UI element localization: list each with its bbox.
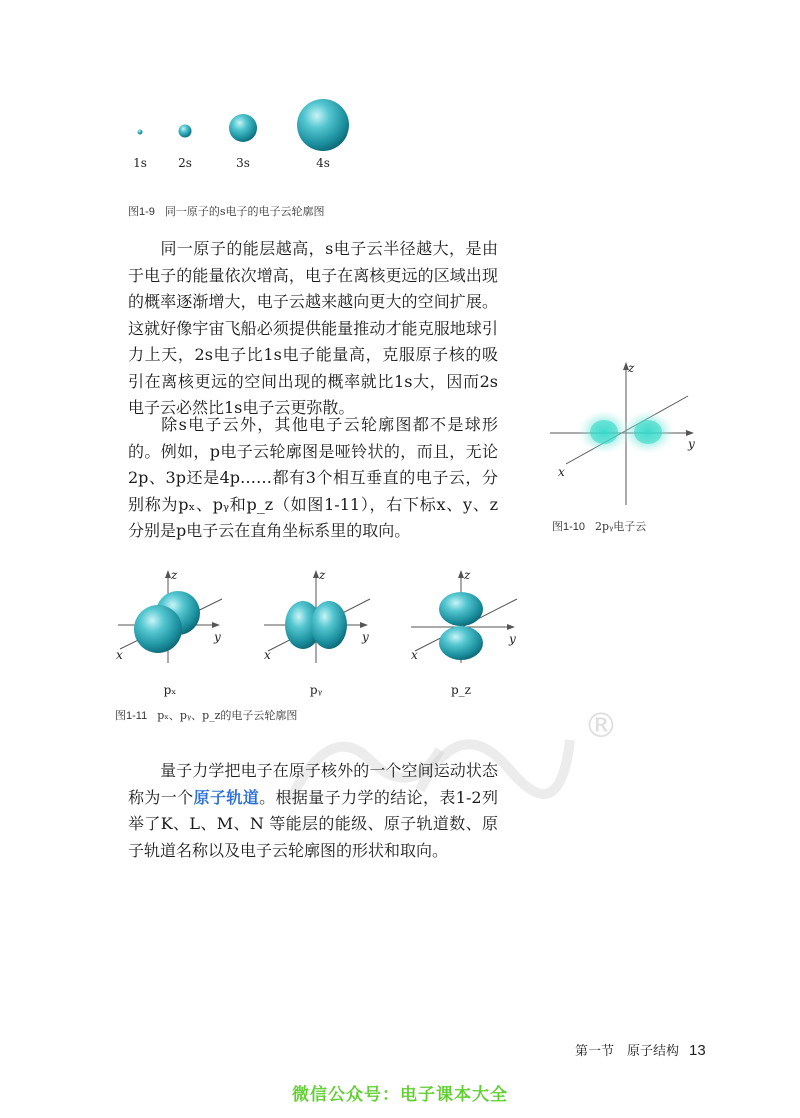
axis-x-label: x bbox=[116, 648, 123, 662]
label-3s: 3s bbox=[236, 156, 250, 170]
label-1s: 1s bbox=[133, 156, 147, 170]
axis-z-label: z bbox=[628, 361, 635, 375]
axis-y-label: y bbox=[362, 630, 369, 644]
page-number: 13 bbox=[689, 1042, 706, 1059]
sphere-2s bbox=[179, 125, 192, 138]
figure-1-9 bbox=[120, 95, 380, 185]
axis-z-label: z bbox=[319, 568, 326, 582]
paragraph-1 bbox=[128, 236, 498, 422]
caption-number: 图1-10 bbox=[552, 521, 586, 533]
paragraph-2 bbox=[128, 412, 498, 545]
sphere-3s bbox=[229, 114, 257, 142]
paragraph-3-pre: 量子力学把电子在原子核外的一个空间运动状态称为一个 bbox=[128, 761, 498, 807]
wechat-banner: 微信公众号：电子课本大全 bbox=[292, 1085, 508, 1105]
py-orbital-diagram bbox=[258, 565, 378, 665]
paragraph-3-post: 。根据量子力学的结论，表1-2列举了K、L、M、N 等能层的能级、原子轨道数、原子轨道名称以及电子云轮廓图的形状和取向。 bbox=[128, 787, 498, 860]
caption-number: 图1-9 bbox=[128, 206, 155, 218]
axis-y-label: y bbox=[214, 630, 221, 644]
axis-y-label: y bbox=[509, 632, 516, 646]
s-orbital-spheres bbox=[120, 95, 380, 155]
figure-1-11-py bbox=[258, 565, 378, 665]
axis-z-label: z bbox=[464, 568, 471, 582]
paragraph-1-text: 同一原子的能层越高，s电子云半径越大，是由于电子的能量依次增高，电子在离核更远的区域出现的概率逐渐增大，电子云越来越向更大的空间扩展。这就好像宇宙飞船必须提供能量推动才能克服地球引力上天，2s电子比1s电子能量高，克服原子核的吸引在离核更远的空间出现的概率就比1s大，因而2s电子云必然比1s电子云更弥散。 bbox=[128, 239, 498, 417]
caption-text: 同一原子的s电子的电子云轮廓图 bbox=[164, 205, 325, 218]
page-footer bbox=[575, 1040, 706, 1059]
sphere-4s bbox=[297, 99, 349, 151]
figure-1-11-caption bbox=[115, 707, 297, 723]
axis-x-label: x bbox=[411, 648, 418, 662]
figure-1-11-px bbox=[110, 565, 230, 665]
footer-section: 第一节 原子结构 bbox=[575, 1043, 680, 1058]
figure-1-9-caption bbox=[128, 203, 325, 219]
label-py: pᵧ bbox=[309, 683, 323, 697]
label-px: pₓ bbox=[163, 683, 177, 697]
label-4s: 4s bbox=[316, 156, 330, 170]
figure-1-10 bbox=[548, 360, 708, 510]
paragraph-3 bbox=[128, 758, 498, 864]
axis-z-label: z bbox=[171, 568, 178, 582]
px-orbital-diagram bbox=[110, 565, 230, 665]
axis-x-label: x bbox=[558, 465, 565, 479]
caption-text: pₓ、pᵧ、p_z的电子云轮廓图 bbox=[157, 709, 298, 722]
key-term-atomic-orbital: 原子轨道 bbox=[193, 787, 260, 807]
label-2s: 2s bbox=[178, 156, 192, 170]
pz-orbital-diagram bbox=[405, 565, 525, 665]
label-pz: p_z bbox=[450, 683, 471, 697]
caption-number: 图1-11 bbox=[115, 710, 148, 722]
registered-mark: ® bbox=[584, 706, 618, 746]
2py-cloud-diagram bbox=[548, 360, 708, 510]
axis-y-label: y bbox=[688, 437, 695, 451]
figure-1-10-caption bbox=[552, 518, 646, 534]
axis-x-label: x bbox=[264, 648, 271, 662]
caption-text: 2pᵧ电子云 bbox=[595, 520, 647, 533]
paragraph-2-text: 除s电子云外，其他电子云轮廓图都不是球形的。例如，p电子云轮廓图是哑铃状的，而且，无论2p、3p还是4p……都有3个相互垂直的电子云，分别称为pₓ、pᵧ和p_z（如图1-11），右下标x、y、z分别是p电子云在直角坐标系里的取向。 bbox=[128, 415, 498, 540]
figure-1-11-pz bbox=[405, 565, 525, 665]
sphere-1s bbox=[138, 130, 143, 135]
